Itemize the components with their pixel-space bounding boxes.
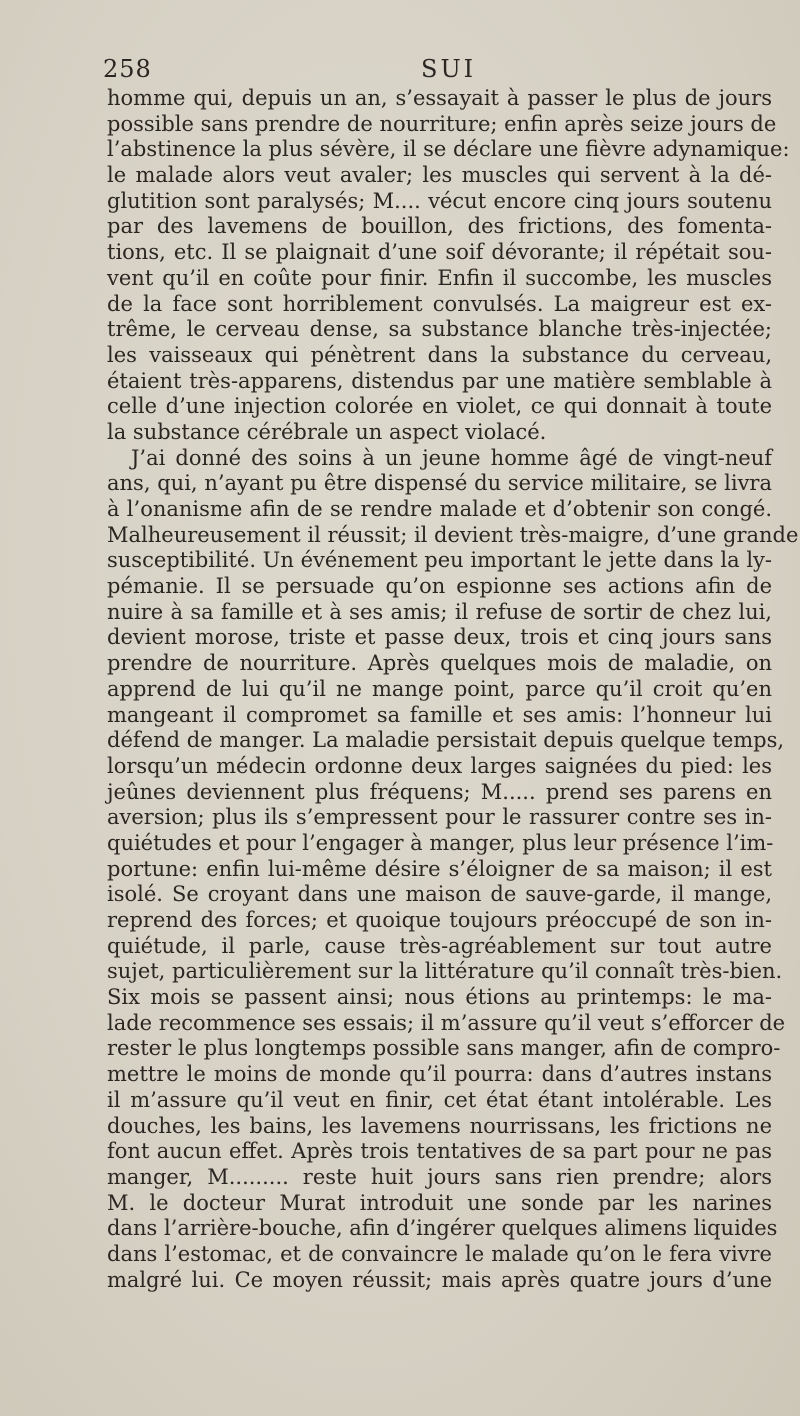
text-line: isolé. Se croyant dans une maison de sauve-garde, il mange, [107,882,772,907]
text-line: prendre de nourriture. Après quelques mois de maladie, on [107,651,772,676]
text-line: défend de manger. La maladie persistait depuis quelque temps, [107,728,785,753]
text-line: jeûnes deviennent plus fréquens; M..... prend ses parens en [107,779,772,804]
text-line: douches, les bains, les lavemens nourrissans, les frictions ne [107,1113,772,1138]
text-line: de la face sont horriblement convulsés. La maigreur est ex- [107,291,772,316]
text-line: la substance cérébrale un aspect violacé. [107,419,547,444]
text-line: Malheureusement il réussit; il devient très-maigre, d’une grande [107,522,799,547]
text-line: étaient très-apparens, distendus par une matière semblable à [107,368,772,393]
text-line: homme qui, depuis un an, s’essayait à passer le plus de jours [107,86,772,110]
text-line: lade recommence ses essais; il m’assure qu’il veut s’efforcer de [107,1010,786,1035]
text-line: glutition sont paralysés; M.... vécut encore cinq jours soutenu [107,188,772,213]
body-text [107,86,799,1293]
text-line: reprend des forces; et quoique toujours préoccupé de son in- [107,908,772,932]
text-line: susceptibilité. Un événement peu important le jette dans la ly- [107,548,772,573]
text-line: M. le docteur Murat introduit une sonde par les narines [107,1190,772,1215]
text-line: font aucun effet. Après trois tentatives de sa part pour ne pas [107,1139,772,1164]
text-line: nuire à sa famille et à ses amis; il refuse de sortir de chez lui, [107,599,772,624]
text-line: le malade alors veut avaler; les muscles qui servent à la dé- [107,163,772,188]
text-line: devient morose, triste et passe deux, trois et cinq jours sans [107,625,772,650]
text-line: tions, etc. Il se plaignait d’une soif dévorante; il répétait sou- [107,240,772,265]
text-line: lorsqu’un médecin ordonne deux larges saignées du pied: les [107,753,772,778]
text-line: ans, qui, n’ayant pu être dispensé du service militaire, se livra [107,471,772,496]
text-line: par des lavemens de bouillon, des frictions, des fomenta- [107,214,772,239]
text-line: pémanie. Il se persuade qu’on espionne ses actions afin de [107,574,772,599]
text-line: celle d’une injection colorée en violet, ce qui donnait à toute [107,394,772,419]
text-line: possible sans prendre de nourriture; enfin après seize jours de [107,111,777,136]
text-line: apprend de lui qu’il ne mange point, parce qu’il croit qu’en [107,676,772,701]
text-line: dans l’estomac, et de convaincre le malade qu’on le fera vivre [107,1241,772,1266]
text-line: portune: enfin lui-même désire s’éloigner de sa maison; il est [107,856,772,881]
text-line: mangeant il compromet sa famille et ses amis: l’honneur lui [107,702,772,727]
page-header [103,55,770,89]
text-line: malgré lui. Ce moyen réussit; mais après quatre jours d’une [107,1267,772,1292]
text-line: les vaisseaux qui pénètrent dans la substance du cerveau, [107,342,772,367]
page-number: 258 [103,55,152,83]
text-line: il m’assure qu’il veut en finir, cet état étant intolérable. Les [107,1087,772,1112]
text-line: aversion; plus ils s’empressent pour le rassurer contre ses in- [107,805,772,830]
text-line: quiétudes et pour l’engager à manger, plus leur présence l’im- [107,830,774,855]
text-line: dans l’arrière-bouche, afin d’ingérer quelques alimens liquides [107,1216,778,1241]
running-head: SUI [421,55,477,83]
text-line: l’abstinence la plus sévère, il se déclare une fièvre adynamique: [107,137,790,162]
text-line: quiétude, il parle, cause très-agréablement sur tout autre [107,933,772,958]
text-line: trême, le cerveau dense, sa substance blanche très-injectée; [107,317,772,342]
text-line: mettre le moins de monde qu’il pourra: dans d’autres instans [107,1062,772,1087]
text-line: Six mois se passent ainsi; nous étions au printemps: le ma- [107,985,772,1010]
paragraph-start-line: J’ai donné des soins à un jeune homme âgé de vingt-neuf [131,445,772,470]
text-line: vent qu’il en coûte pour finir. Enfin il succombe, les muscles [107,265,772,290]
text-line: sujet, particulièrement sur la littérature qu’il connaît très-bien. [107,959,783,984]
text-line: rester le plus longtemps possible sans manger, afin de compro- [107,1036,781,1061]
text-line: manger, M......... reste huit jours sans rien prendre; alors [107,1164,772,1189]
text-line: à l’onanisme afin de se rendre malade et d’obtenir son congé. [107,497,772,521]
